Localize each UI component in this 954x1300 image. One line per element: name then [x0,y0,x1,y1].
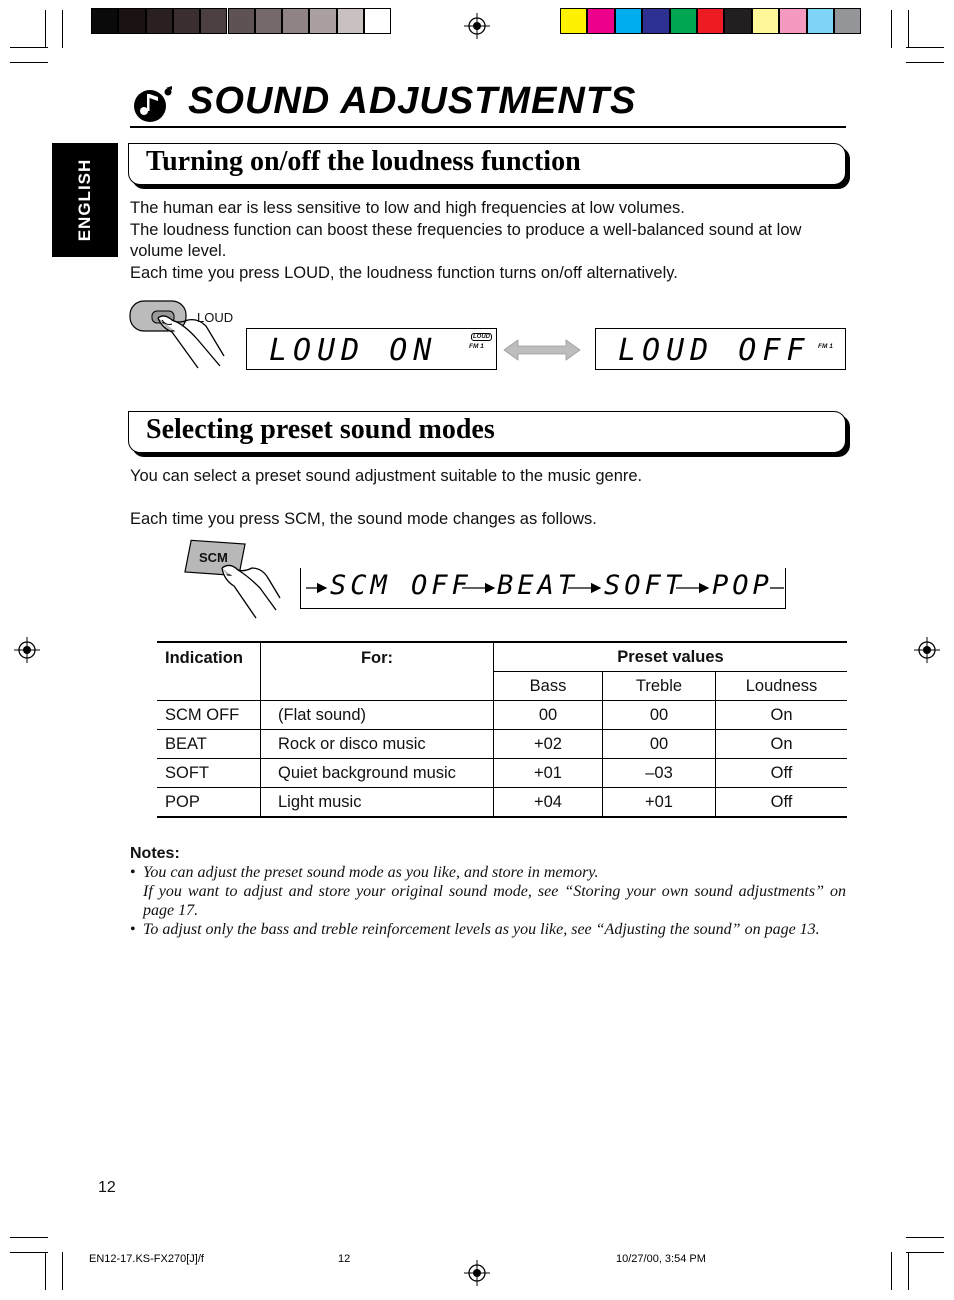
loud-button-label: LOUD [197,310,234,325]
registration-mark-icon [464,1260,490,1286]
note-text: If you want to adjust and store your original sound mode, see “Storing your own sound adjustments” on page 17. [143,883,846,919]
table-cell-loudness: On [770,734,793,753]
note-item [130,920,846,939]
table-header-for: For: [261,642,494,701]
table-cell-loudness: Off [770,792,793,811]
table-cell-for: Quiet background music [261,759,494,788]
section-heading-text: Selecting preset sound modes [146,414,495,445]
table-cell-indication: SCM OFF [157,701,261,730]
crop-mark [62,10,63,48]
color-swatch [200,8,227,34]
crop-mark [45,10,46,48]
language-tab-label: ENGLISH [75,158,94,242]
color-swatch [146,8,173,34]
sequence-item: BEAT [497,570,579,601]
note-item [130,863,846,920]
crop-mark [10,62,48,63]
crop-mark [10,1252,48,1253]
table-cell-bass: +02 [494,730,603,759]
table-cell-indication: BEAT [157,730,261,759]
note-text: To adjust only the bass and treble reinforcement levels as you like, see “Adjusting the sound” on page 13. [143,921,820,938]
color-swatch [337,8,364,34]
fm-indicator: FM 1 [469,343,484,350]
crop-mark [906,47,944,48]
color-swatch [615,8,642,34]
crop-mark [62,1252,63,1290]
display-text: LOUD OFF [618,333,811,368]
bullet: • [130,864,136,881]
sequence-item: POP [712,570,773,601]
note-text: You can adjust the preset sound mode as you like, and store in memory. [143,864,599,881]
language-tab [52,143,118,257]
section-heading-loudness [128,143,846,185]
fm-indicator: FM 1 [818,343,833,350]
table-cell-bass: 00 [494,701,603,730]
paragraph: Each time you press LOUD, the loudness function turns on/off alternatively. [130,263,678,282]
double-arrow-icon [502,338,582,362]
scm-button-illustration [182,538,282,620]
registration-mark-icon [464,13,490,39]
loud-indicator: LOUD [473,334,490,340]
color-swatch [642,8,669,34]
paragraph: Each time you press SCM, the sound mode changes as follows. [130,510,597,528]
table-header-indication: Indication [157,642,261,701]
display-text: LOUD ON [269,333,438,368]
table-cell-treble: 00 [603,730,716,759]
table-cell-treble: 00 [603,701,716,730]
color-swatch [91,8,118,34]
page-title: SOUND ADJUSTMENTS [188,80,637,122]
table-header-treble: Treble [603,672,716,701]
footer-file: EN12-17.KS-FX270[J]/f [89,1253,204,1265]
bullet: • [130,921,136,938]
table-cell-bass: +01 [494,759,603,788]
crop-mark [891,1252,892,1290]
notes-title: Notes: [130,845,180,862]
color-swatch [560,8,587,34]
paragraph: You can select a preset sound adjustment suitable to the music genre. [130,467,643,485]
sequence-item: SCM OFF [330,570,472,601]
crop-mark [908,1252,909,1290]
footer-page: 12 [338,1253,351,1265]
display-loud-on [246,328,497,370]
table-cell-for: (Flat sound) [261,701,494,730]
color-swatch [834,8,861,34]
page-title-bar [130,82,846,128]
table-header-preset: Preset values [494,642,848,672]
sequence-item: SOFT [604,570,686,601]
color-swatch [779,8,806,34]
table-cell-loudness: Off [770,763,793,782]
registration-mark-icon [14,637,40,663]
crop-mark [10,47,48,48]
preset-values-table [157,641,847,818]
registration-mark-icon [914,637,940,663]
color-swatch [752,8,779,34]
notes [130,845,846,939]
page-number: 12 [98,1179,116,1196]
color-swatch [724,8,751,34]
paragraph: The loudness function can boost these frequencies to produce a well-balanced sound at low volume level. [130,220,802,260]
crop-mark [906,1252,944,1253]
color-swatch [807,8,834,34]
table-cell-for: Rock or disco music [261,730,494,759]
display-loud-off [595,328,846,370]
music-note-icon [130,84,174,124]
loud-button-illustration [128,298,240,370]
table-cell-loudness: On [770,705,793,724]
paragraph: The human ear is less sensitive to low and high frequencies at low volumes. [130,199,685,217]
color-swatch [697,8,724,34]
crop-mark [10,1237,48,1238]
scm-button-label: SCM [199,550,228,565]
loudness-description [130,198,846,284]
color-swatch [118,8,145,34]
table-row [157,701,847,730]
footer-timestamp: 10/27/00, 3:54 PM [616,1253,706,1265]
crop-mark [906,1237,944,1238]
table-cell-treble: –03 [603,759,716,788]
color-swatch [309,8,336,34]
crop-mark [906,62,944,63]
crop-mark [908,10,909,48]
color-swatch [670,8,697,34]
table-row [157,788,847,818]
table-header-bass: Bass [494,672,603,701]
color-swatch [587,8,614,34]
color-swatch [282,8,309,34]
section-heading-preset [128,411,846,453]
table-header-loudness: Loudness [745,676,818,695]
table-cell-indication: SOFT [157,759,261,788]
color-swatch [173,8,200,34]
table-row [157,730,847,759]
table-cell-indication: POP [157,788,261,818]
color-swatch [364,8,391,34]
table-row [157,759,847,788]
table-cell-for: Light music [261,788,494,818]
crop-mark [891,10,892,48]
color-swatch [228,8,255,34]
section-heading-text: Turning on/off the loudness function [146,146,581,177]
table-cell-bass: +04 [494,788,603,818]
crop-mark [45,1252,46,1290]
table-cell-treble: +01 [603,788,716,818]
color-swatch [255,8,282,34]
